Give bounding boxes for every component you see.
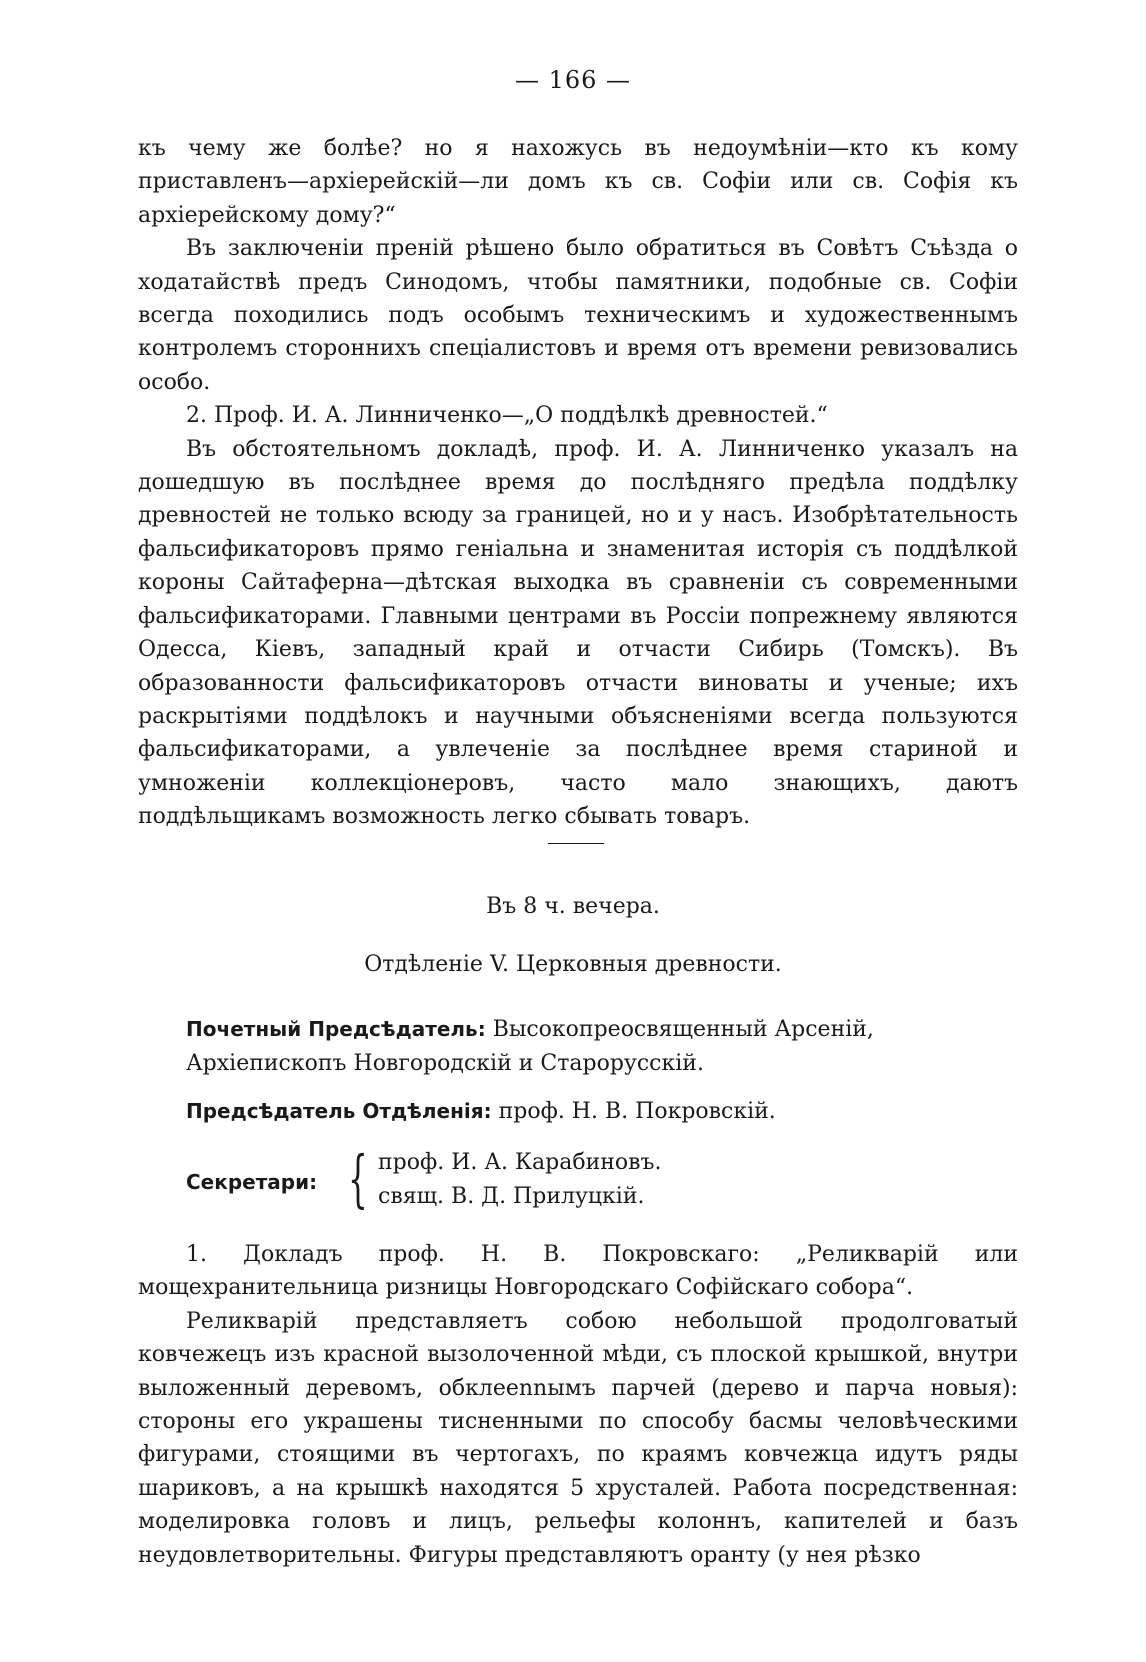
paragraph-report-title: 2. Проф. И. А. Линниченко—„О поддѣлкѣ древностей.“ (186, 403, 828, 429)
paragraph-report-body: Въ обстоятельномъ докладѣ, проф. И. А. Линниченко указалъ на дошедшую въ послѣднее время до послѣдняго предѣла поддѣлку древностей не только всюду за границей, но и у насъ. Изобрѣтательность фальсификаторовъ прямо геніальна и знаменитая исторія съ поддѣлкой короны Сайтаферна—дѣтская выходка въ сравненіи съ современными фальсификаторами. Главными центрами въ Россіи попрежнему являются Одесса, Кіевъ, западный край и отчасти Сибирь (Томскъ). Въ образованности фальсификаторовъ отчасти виноваты и ученые; ихъ раскрытіями поддѣлокъ и научными объясненіями всегда пользуются фальсификаторами, а увлеченіе за послѣднее время стариной и умноженіи коллекціонеровъ, часто мало знающихъ, даютъ поддѣльщикамъ возможность легко сбывать товаръ. (138, 436, 1018, 830)
bottom-text-block (138, 1238, 1018, 1572)
secretary-name: свящ. В. Д. Прилуцкій. (378, 1184, 645, 1209)
section-divider (548, 843, 604, 844)
secretaries-label: Секретари: (186, 1170, 318, 1194)
paragraph-continuation: къ чему же болѣе? но я нахожусь въ недоумѣніи—кто къ кому приставленъ—архіерейскій—ли домъ къ св. Софіи или св. Софія къ архіерейскому дому?“ (138, 136, 1018, 228)
chair-entry (186, 1094, 1026, 1129)
brace-icon: { (348, 1142, 368, 1215)
paragraph-resolution: Въ заключеніи преній рѣшено было обратиться въ Совѣтъ Съѣзда о ходатайствѣ предъ Синодомъ, чтобы памятники, подобные св. Софіи всегда походились подъ особымъ техническимъ и художественнымъ контролемъ стороннихъ спеціалистовъ и время отъ времени ревизовались особо. (138, 236, 1018, 395)
honorary-chair-value: Высокопреосвященный Арсеній, Архіепископъ Новгородскій и Старорусскій. (186, 1017, 874, 1076)
honorary-chair-label: Почетный Предсѣдатель: (186, 1017, 486, 1041)
evening-heading: Въ 8 ч. вечера. (486, 894, 660, 919)
paragraph-reliquary-description: Реликварій представляетъ собою небольшой продолговатый ковчежецъ изъ красной вызолоченной мѣди, съ плоской крышкой, внутри выложенный деревомъ, обклеennымъ парчей (дерево и парча новыя): стороны его украшены тисненными по способу басмы человѣческими фигурами, стоящими въ чертогахъ, по краямъ ковчежца идутъ ряды шариковъ, а на крышкѣ находятся 5 хрусталей. Работа посредственная: моделировка головъ и лицъ, рельефы колоннъ, капителей и базъ неудовлетворительны. Фигуры представляютъ оранту (у нея рѣзко (138, 1308, 1018, 1568)
page-number: — 166 — (514, 66, 632, 94)
secretary-name: проф. И. А. Карабиновъ. (378, 1150, 662, 1175)
top-text-block (138, 132, 1018, 834)
section-heading: Отдѣленіе V. Церковныя древности. (364, 952, 782, 977)
honorary-chair-entry (186, 1012, 1026, 1081)
paragraph-report-heading: 1. Докладъ проф. Н. В. Покровскаго: „Реликварій или мощехранительница ризницы Новгородскаго Софійскаго собора“. (138, 1242, 1018, 1301)
chair-label: Предсѣдатель Отдѣленія: (186, 1099, 492, 1123)
chair-value: проф. Н. В. Покровскій. (498, 1099, 776, 1124)
secretaries-names (378, 1146, 662, 1214)
